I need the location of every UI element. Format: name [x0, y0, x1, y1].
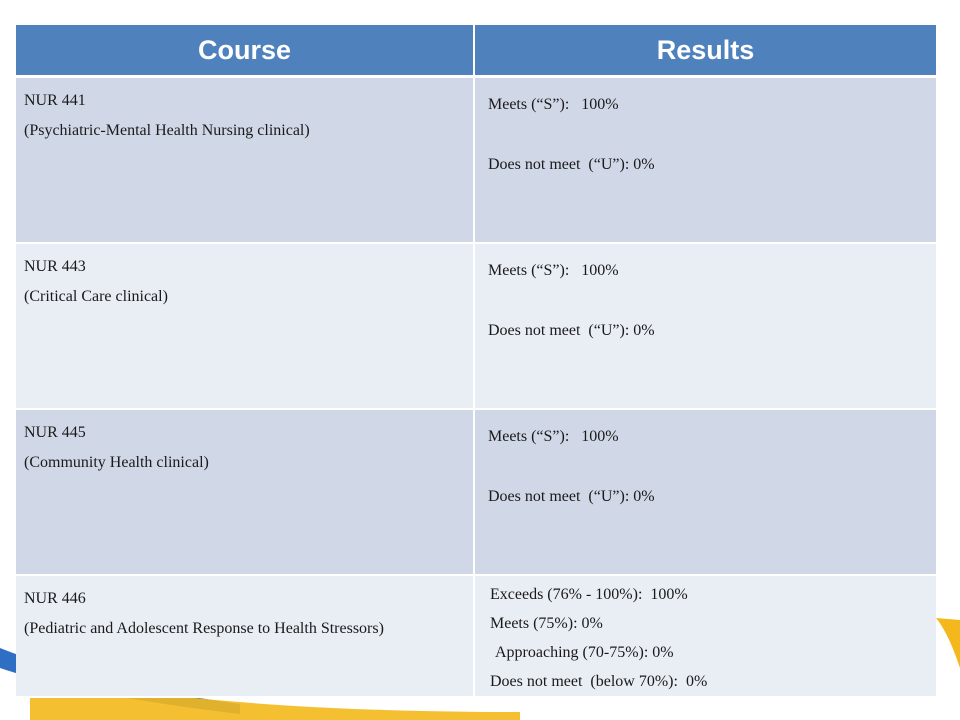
result-line: Does not meet (below 70%): 0% — [490, 673, 708, 690]
course-cell — [16, 575, 474, 697]
course-cell — [16, 77, 474, 244]
result-line: Approaching (70-75%): 0% — [495, 644, 674, 661]
course-cell — [16, 243, 474, 409]
course-description: (Community Health clinical) — [24, 454, 209, 471]
course-description: (Psychiatric-Mental Health Nursing clinical) — [24, 122, 310, 139]
result-line: Meets (75%): 0% — [490, 615, 603, 632]
result-line: Does not meet (“U”): 0% — [488, 156, 655, 173]
gold-accent-right — [936, 618, 960, 668]
course-description: (Pediatric and Adolescent Response to Health Stressors) — [24, 620, 384, 637]
table-row — [16, 77, 936, 244]
header-results: Results — [474, 25, 936, 77]
course-cell — [16, 409, 474, 575]
course-code: NUR 446 — [24, 590, 86, 607]
header-course: Course — [16, 25, 474, 77]
table-row — [16, 243, 936, 409]
result-line: Does not meet (“U”): 0% — [488, 322, 655, 339]
course-code: NUR 445 — [24, 424, 86, 441]
results-cell — [474, 243, 936, 409]
table-row — [16, 575, 936, 697]
course-description: (Critical Care clinical) — [24, 288, 168, 305]
result-line: Exceeds (76% - 100%): 100% — [490, 586, 688, 603]
result-line: Meets (“S”): 100% — [488, 428, 619, 445]
results-cell — [474, 575, 936, 697]
course-results-table — [16, 25, 936, 698]
result-line: Meets (“S”): 100% — [488, 262, 619, 279]
results-cell — [474, 77, 936, 244]
result-line: Does not meet (“U”): 0% — [488, 488, 655, 505]
course-code: NUR 441 — [24, 92, 86, 109]
table-row — [16, 409, 936, 575]
result-line: Meets (“S”): 100% — [488, 96, 619, 113]
course-code: NUR 443 — [24, 258, 86, 275]
results-cell — [474, 409, 936, 575]
header-row — [16, 25, 936, 77]
